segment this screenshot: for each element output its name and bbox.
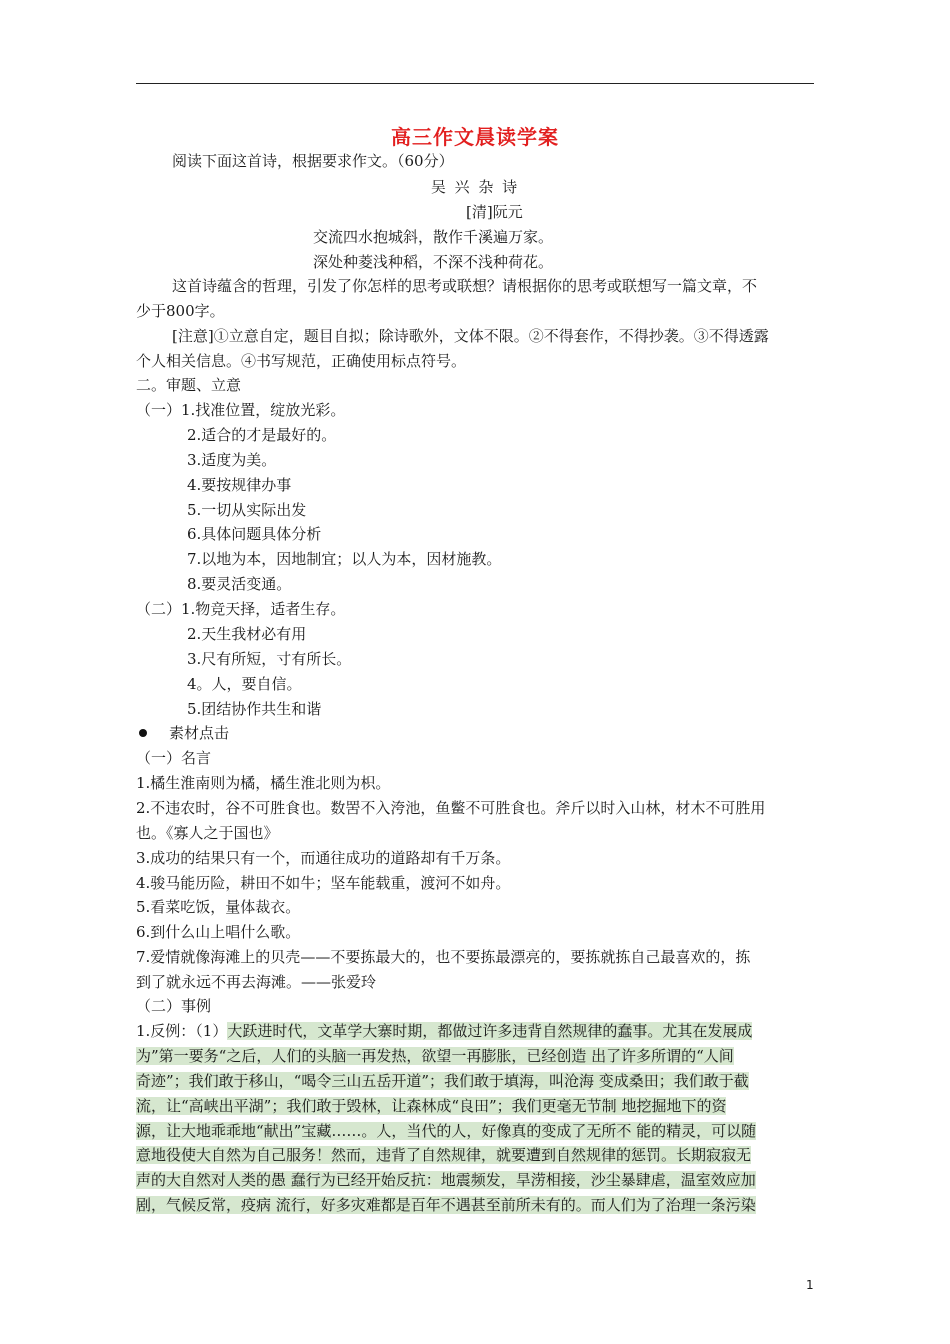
example-line [136,1021,752,1041]
example-line [136,1195,756,1215]
quote-item: 6.到什么山上唱什么歌。 [136,923,301,941]
quote-item: 2.不违农时，谷不可胜食也。数罟不入洿池，鱼鳖不可胜食也。斧斤以时入山林，材木不可胜用 [136,799,766,817]
poem-line-2: 深处种菱浅种稻，不深不浅种荷花。 [313,253,554,271]
group2-item: 2.天生我材必有用 [187,625,307,643]
materials-heading [139,723,229,743]
group1-item: 6.具体问题具体分析 [187,525,322,543]
example-highlight: 声的大自然对人类的愚 蠢行为已经开始反抗：地震频发，旱涝相接，沙尘暴肆虐，温室效应加 [136,1171,756,1189]
group1-item: 2.适合的才是最好的。 [187,426,337,444]
section-heading: 二。审题、立意 [136,376,242,394]
quote-item: 4.骏马能历险，耕田不如牛；坚车能载重，渡河不如舟。 [136,874,511,892]
example-line [136,1046,734,1066]
quote-item: 也。《寡人之于国也》 [136,824,279,842]
materials-heading-text: 素材点击 [169,724,230,742]
example-line [136,1096,726,1116]
quote-item: 到了就永远不再去海滩。——张爱玲 [136,973,377,991]
example-line [136,1170,756,1190]
bullet-icon [139,729,147,737]
page-number: 1 [806,1278,814,1292]
notice-line-2: 个人相关信息。④书写规范，正确使用标点符号。 [136,352,467,370]
example-highlight: 流，让“高峡出平湖”；我们敢于毁林，让森林成“良田”；我们更毫无节制 地挖掘地下的资 [136,1097,727,1115]
example-prefix: 1.反例：（1） [136,1022,228,1040]
group1-item: 7.以地为本，因地制宜；以人为本，因材施教。 [187,550,502,568]
example-highlight: 意地役使大自然为自己服务！然而，违背了自然规律，就要遭到自然规律的惩罚。长期寂寂无 [136,1146,752,1164]
group2-item: 3.尺有所短，寸有所长。 [187,650,352,668]
poem-title: 吴 兴 杂 诗 [430,178,520,196]
group2-item: 5.团结协作共生和谐 [187,700,322,718]
group2-label: （二）1.物竞天择，适者生存。 [136,600,346,618]
quote-item: 5.看菜吃饭，量体裁衣。 [136,898,301,916]
page-title: 高三作文晨读学案 [391,125,559,149]
example-highlight: 源，让大地乖乖地“献出”宝藏……。人，当代的人，好像真的变成了无所不 能的精灵，可以随 [136,1122,757,1140]
quote-item: 1.橘生淮南则为橘，橘生淮北则为枳。 [136,774,391,792]
examples-heading: （二）事例 [136,997,212,1015]
example-line [136,1071,749,1091]
group1-item: 5.一切从实际出发 [187,501,307,519]
example-line [136,1121,756,1141]
prompt-line-2: 少于800字。 [136,302,225,320]
header-rule [136,83,814,84]
prompt-line-1: 这首诗蕴含的哲理，引发了你怎样的思考或联想？请根据你的思考或联想写一篇文章，不 [172,277,758,295]
example-highlight: 大跃进时代，文革学大寨时期，都做过许多违背自然规律的蠢事。尤其在发展成 [227,1022,753,1040]
intro-text: 阅读下面这首诗，根据要求作文。（60分） [172,152,454,170]
quote-item: 3.成功的结果只有一个，而通往成功的道路却有千万条。 [136,849,511,867]
example-highlight: 剧，气候反常，疫病 流行，好多灾难都是百年不遇甚至前所未有的。而人们为了治理一条污染 [136,1196,756,1214]
group2-item: 4。人，要自信。 [187,675,302,693]
group1-item: 8.要灵活变通。 [187,575,292,593]
quotes-heading: （一）名言 [136,749,212,767]
poem-author: [清]阮元 [466,203,523,221]
example-highlight: 为”第一要务“之后，人们的头脑一再发热，欲望一再膨胀，已经创造 出了许多所谓的“人间 [136,1047,734,1065]
notice-line-1: [注意]①立意自定，题目自拟；除诗歌外，文体不限。②不得套作，不得抄袭。③不得透露 [172,327,769,345]
group1-label: （一）1.找准位置，绽放光彩。 [136,401,346,419]
example-line [136,1145,751,1165]
quote-item: 7.爱情就像海滩上的贝壳——不要拣最大的，也不要拣最漂亮的，要拣就拣自己最喜欢的，拣 [136,948,751,966]
example-highlight: 奇迹”；我们敢于移山，“喝令三山五岳开道”；我们敢于填海，叫沧海 变成桑田；我们敢于截 [136,1072,749,1090]
group1-item: 3.适度为美。 [187,451,277,469]
poem-line-1: 交流四水抱城斜，散作千溪遍万家。 [313,228,554,246]
group1-item: 4.要按规律办事 [187,476,292,494]
